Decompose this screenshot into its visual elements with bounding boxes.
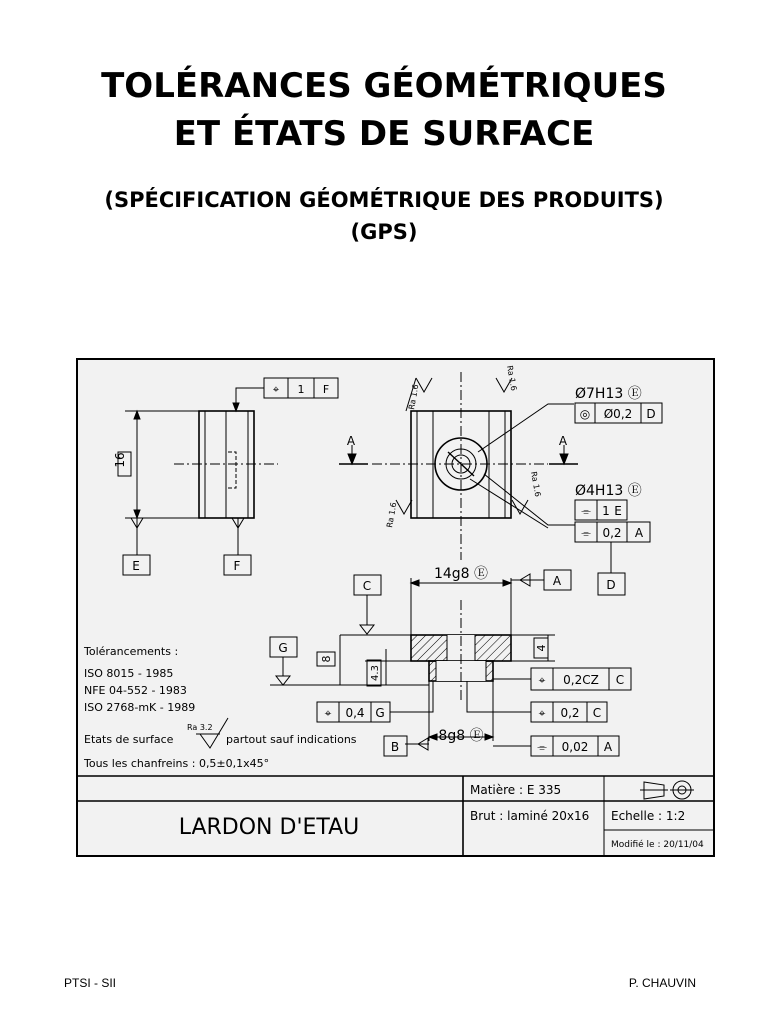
dim-16: 16: [113, 452, 127, 468]
roughness-2: Ra 1.6: [505, 364, 519, 392]
frame-czc-tolerance: 0,2CZ: [563, 673, 599, 687]
dim-4: 4: [535, 644, 548, 652]
notes-heading: Tolérancements :: [84, 645, 179, 658]
frame-sym-a-symbol: ⌯: [537, 740, 547, 754]
datum-b-label: B: [390, 740, 400, 754]
footer-left: PTSI - SII: [64, 976, 117, 990]
frame-czc-symbol: ⌖: [538, 673, 546, 687]
hole2-dimension: Ø4H13 Ⓔ: [575, 483, 642, 499]
modified-date-label: Modifié le : 20/11/04: [611, 840, 704, 850]
subtitle-line-2: (GPS): [350, 220, 418, 244]
drawing-frame: [77, 359, 714, 856]
section-label-right: A: [558, 434, 568, 448]
material-label: Matière : E 335: [470, 783, 562, 797]
datum-e-label: E: [132, 559, 140, 573]
dim-8g8: 8g8 Ⓔ: [438, 728, 484, 744]
frame-c-datum: C: [592, 706, 602, 720]
frame-c-tolerance: 0,2: [560, 706, 580, 720]
frame-sym-a-datum: A: [603, 740, 613, 754]
frame-g-symbol: ⌖: [324, 706, 332, 720]
frame-sym-a-tolerance: 0,02: [561, 740, 589, 754]
hole1-frame-datum: D: [646, 407, 656, 421]
position-symbol: ⌖: [272, 383, 280, 396]
hole2-frame-a-tolerance: 1: [602, 504, 610, 518]
datum-a-label: A: [552, 574, 562, 588]
position-datum: F: [322, 383, 330, 396]
roughness-4: Ra 1.6: [529, 470, 543, 498]
hole2-frame-a-datum: E: [614, 504, 622, 518]
title-line-1: TOLÉRANCES GÉOMÉTRIQUES: [101, 66, 667, 106]
notes-chamfers: Tous les chanfreins : 0,5±0,1x45°: [84, 757, 270, 770]
datum-f-label: F: [233, 559, 241, 573]
dim-14g8: 14g8 Ⓔ: [433, 566, 489, 582]
roughness-3: Ra 1.6: [385, 501, 399, 529]
hole2-frame-b-datum: A: [634, 526, 644, 540]
position-tolerance: 1: [297, 383, 305, 396]
scale-label: Echelle : 1:2: [611, 809, 686, 823]
notes-surface-rest: partout sauf indications: [226, 733, 357, 746]
frame-c-symbol: ⌖: [538, 706, 546, 720]
raw-stock-label: Brut : laminé 20x16: [470, 809, 590, 823]
notes-std-2: NFE 04-552 - 1983: [84, 684, 187, 697]
footer-right: P. CHAUVIN: [628, 976, 696, 990]
frame-g-tolerance: 0,4: [345, 706, 365, 720]
hole1-frame-tolerance: Ø0,2: [603, 407, 633, 421]
title-line-2: ET ÉTATS DE SURFACE: [173, 114, 595, 154]
subtitle-line-1: (SPÉCIFICATION GÉOMÉTRIQUE DES PRODUITS): [104, 188, 664, 212]
hole2-frame-b-tolerance: 0,2: [602, 526, 622, 540]
notes-std-3: ISO 2768-mK - 1989: [84, 701, 196, 714]
notes-surface-label: Etats de surface: [84, 733, 174, 746]
notes-surface-ra: Ra 3.2: [187, 723, 213, 732]
notes-std-1: ISO 8015 - 1985: [84, 667, 174, 680]
datum-c-label: C: [362, 579, 372, 593]
hole2-frame-b-symbol: ⌯: [581, 526, 591, 540]
datum-d-label: D: [606, 578, 616, 592]
dim-8: 8: [320, 655, 333, 663]
hole1-frame-symbol: ◎: [579, 407, 591, 421]
datum-g-label: G: [278, 641, 288, 655]
frame-g-datum: G: [375, 706, 385, 720]
hole2-frame-a-symbol: ⌯: [581, 504, 591, 518]
hole1-dimension: Ø7H13 Ⓔ: [575, 386, 642, 402]
part-name: LARDON D'ETAU: [178, 815, 360, 840]
frame-czc-datum: C: [615, 673, 625, 687]
section-label-left: A: [346, 434, 356, 448]
dim-4-3: 4.3: [370, 665, 381, 681]
roughness-1: Ra 1.6: [407, 383, 421, 411]
